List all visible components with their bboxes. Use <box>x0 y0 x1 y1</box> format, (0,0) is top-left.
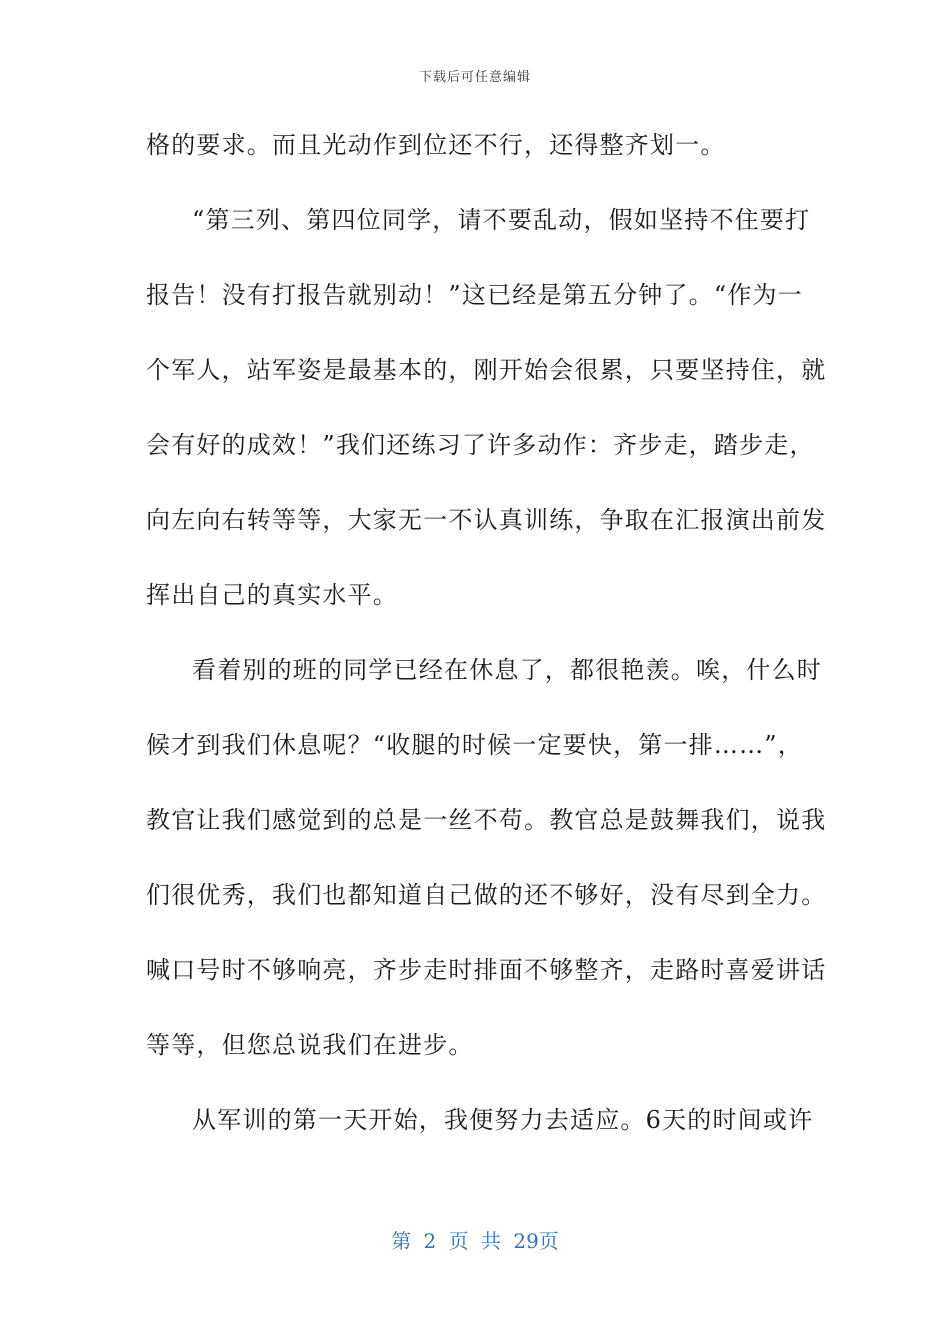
text-line: “第三列、第四位同学，请不要乱动，假如坚持不住要打 <box>192 206 811 234</box>
text-line: 看着别的班的同学已经在休息了，都很艳羡。唉，什么时 <box>192 656 822 684</box>
text-line: 会有好的成效！”我们还练习了许多动作：齐步走，踏步走， <box>146 431 815 459</box>
page-number: 第 2 页 共 29页 <box>391 1229 559 1253</box>
text-line: 们很优秀，我们也都知道自己做的还不够好，没有尽到全力。 <box>146 881 827 909</box>
text-line: 候才到我们休息呢？“收腿的时候一定要快，第一排……”， <box>146 731 803 759</box>
text-line: 向左向右转等等，大家无一不认真训练，争取在汇报演出前发 <box>146 506 827 534</box>
text-line: 从军训的第一天开始，我便努力去适应。6天的时间或许 <box>192 1106 814 1134</box>
text-line: 喊口号时不够响亮，齐步走时排面不够整齐，走路时喜爱讲话 <box>146 956 827 984</box>
page-header: 下载后可任意编辑 <box>418 70 531 85</box>
document-body <box>146 118 827 1168</box>
text-line: 等等，但您总说我们在进步。 <box>146 1031 474 1059</box>
text-line: 教官让我们感觉到的总是一丝不苟。教官总是鼓舞我们，说我 <box>146 806 827 834</box>
text-line: 挥出自己的真实水平。 <box>146 581 398 609</box>
text-line: 个军人，站军姿是最基本的，刚开始会很累，只要坚持住，就 <box>146 356 827 384</box>
text-line: 格的要求。而且光动作到位还不行，还得整齐划一。 <box>146 131 726 159</box>
text-line: 报告！没有打报告就别动！”这已经是第五分钟了。“作为一 <box>146 281 803 309</box>
